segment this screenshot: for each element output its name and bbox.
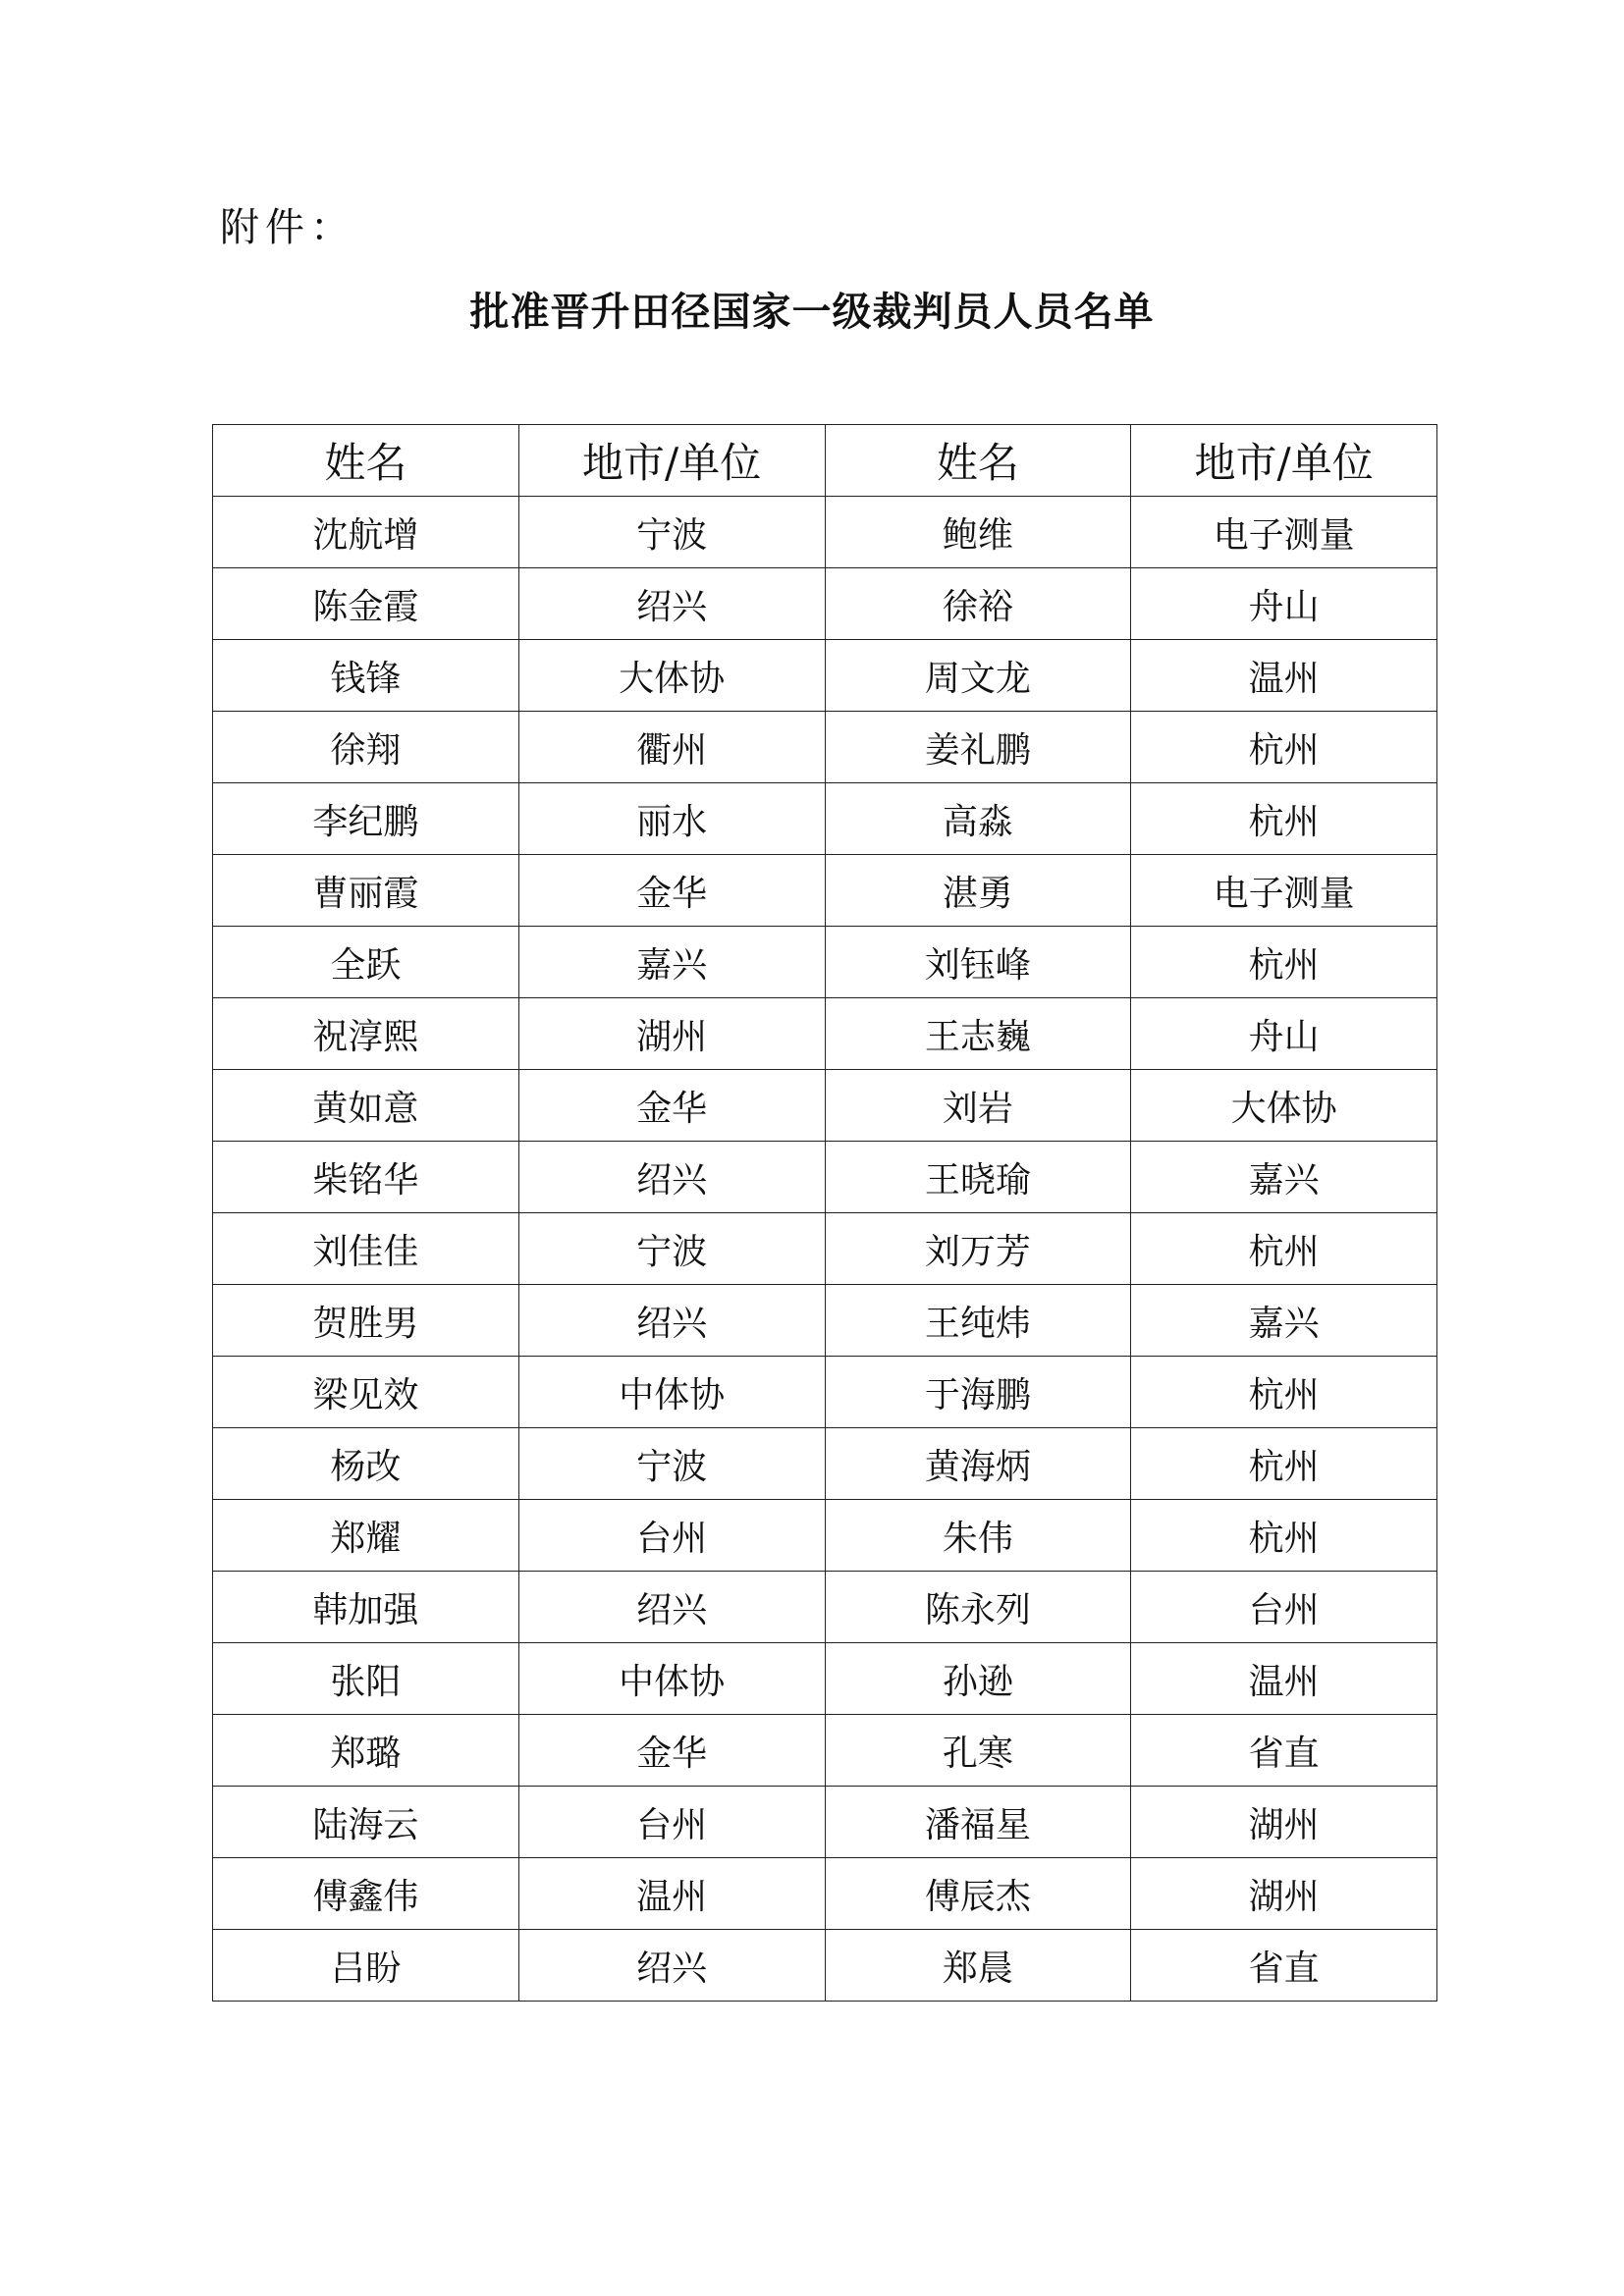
unit-left-cell: 金华 [518,1070,825,1142]
unit-right-cell: 杭州 [1131,1428,1437,1500]
name-left-cell: 贺胜男 [213,1285,519,1357]
name-right-cell: 王晓瑜 [825,1142,1131,1213]
name-right-cell: 王纯炜 [825,1285,1131,1357]
unit-right-cell: 杭州 [1131,783,1437,855]
unit-right-cell: 台州 [1131,1572,1437,1643]
name-right-cell: 朱伟 [825,1500,1131,1572]
name-left-cell: 傅鑫伟 [213,1858,519,1930]
name-right-cell: 周文龙 [825,640,1131,712]
table-row [213,1428,1437,1500]
name-right-cell: 刘岩 [825,1070,1131,1142]
unit-right-cell: 温州 [1131,640,1437,712]
unit-right-cell: 嘉兴 [1131,1142,1437,1213]
table-row [213,1213,1437,1285]
unit-right-cell: 杭州 [1131,1357,1437,1428]
unit-right-cell: 温州 [1131,1643,1437,1715]
name-right-cell: 徐裕 [825,568,1131,640]
unit-left-cell: 宁波 [518,1428,825,1500]
name-right-cell: 姜礼鹏 [825,712,1131,783]
unit-left-cell: 绍兴 [518,1285,825,1357]
name-right-cell: 孔寒 [825,1715,1131,1787]
unit-left-cell: 台州 [518,1787,825,1858]
unit-left-cell: 大体协 [518,640,825,712]
unit-right-cell: 舟山 [1131,998,1437,1070]
table-row [213,927,1437,998]
name-left-cell: 陈金霞 [213,568,519,640]
unit-left-cell: 绍兴 [518,568,825,640]
name-right-cell: 傅辰杰 [825,1858,1131,1930]
table-row [213,1070,1437,1142]
name-left-cell: 钱锋 [213,640,519,712]
name-left-cell: 柴铭华 [213,1142,519,1213]
unit-left-cell: 丽水 [518,783,825,855]
table-row [213,497,1437,568]
unit-left-cell: 宁波 [518,497,825,568]
table-row [213,1787,1437,1858]
table-row [213,712,1437,783]
name-right-cell: 刘钰峰 [825,927,1131,998]
name-right-cell: 鲍维 [825,497,1131,568]
name-right-cell: 于海鹏 [825,1357,1131,1428]
header-name-right: 姓名 [825,425,1131,497]
attachment-label: 附件： [220,205,355,250]
unit-left-cell: 绍兴 [518,1930,825,2002]
table-row [213,998,1437,1070]
name-left-cell: 梁见效 [213,1357,519,1428]
table-header-row [213,425,1437,497]
unit-right-cell: 电子测量 [1131,855,1437,927]
header-unit-right: 地市/单位 [1131,425,1437,497]
referee-roster-table [212,424,1437,2002]
name-left-cell: 徐翔 [213,712,519,783]
table-body [213,497,1437,2002]
unit-right-cell: 省直 [1131,1715,1437,1787]
name-right-cell: 王志巍 [825,998,1131,1070]
table-row [213,1572,1437,1643]
unit-left-cell: 金华 [518,1715,825,1787]
table-row [213,1500,1437,1572]
unit-left-cell: 嘉兴 [518,927,825,998]
document-title: 批准晋升田径国家一级裁判员人员名单 [469,290,1155,335]
unit-left-cell: 金华 [518,855,825,927]
table-row [213,640,1437,712]
name-right-cell: 黄海炳 [825,1428,1131,1500]
name-right-cell: 陈永列 [825,1572,1131,1643]
name-left-cell: 韩加强 [213,1572,519,1643]
name-left-cell: 郑耀 [213,1500,519,1572]
table-row [213,855,1437,927]
name-left-cell: 吕盼 [213,1930,519,2002]
unit-left-cell: 湖州 [518,998,825,1070]
table-row [213,1643,1437,1715]
header-name-left: 姓名 [213,425,519,497]
unit-left-cell: 衢州 [518,712,825,783]
table-row [213,1858,1437,1930]
name-left-cell: 刘佳佳 [213,1213,519,1285]
name-left-cell: 沈航增 [213,497,519,568]
name-right-cell: 高淼 [825,783,1131,855]
name-right-cell: 郑晨 [825,1930,1131,2002]
table-row [213,1357,1437,1428]
name-left-cell: 杨改 [213,1428,519,1500]
unit-right-cell: 舟山 [1131,568,1437,640]
table-row [213,568,1437,640]
unit-left-cell: 绍兴 [518,1142,825,1213]
table-row [213,1715,1437,1787]
table-row [213,1930,1437,2002]
name-left-cell: 祝淳熙 [213,998,519,1070]
name-left-cell: 郑璐 [213,1715,519,1787]
table-row [213,783,1437,855]
name-right-cell: 刘万芳 [825,1213,1131,1285]
name-left-cell: 曹丽霞 [213,855,519,927]
unit-right-cell: 杭州 [1131,1213,1437,1285]
name-right-cell: 潘福星 [825,1787,1131,1858]
unit-right-cell: 省直 [1131,1930,1437,2002]
unit-right-cell: 湖州 [1131,1787,1437,1858]
name-left-cell: 陆海云 [213,1787,519,1858]
unit-left-cell: 宁波 [518,1213,825,1285]
unit-left-cell: 中体协 [518,1357,825,1428]
unit-right-cell: 电子测量 [1131,497,1437,568]
name-right-cell: 湛勇 [825,855,1131,927]
unit-left-cell: 绍兴 [518,1572,825,1643]
header-unit-left: 地市/单位 [518,425,825,497]
unit-left-cell: 温州 [518,1858,825,1930]
name-left-cell: 李纪鹏 [213,783,519,855]
unit-right-cell: 杭州 [1131,712,1437,783]
name-left-cell: 全跃 [213,927,519,998]
name-left-cell: 张阳 [213,1643,519,1715]
table-row [213,1285,1437,1357]
unit-right-cell: 湖州 [1131,1858,1437,1930]
unit-left-cell: 台州 [518,1500,825,1572]
name-right-cell: 孙逊 [825,1643,1131,1715]
unit-left-cell: 中体协 [518,1643,825,1715]
name-left-cell: 黄如意 [213,1070,519,1142]
unit-right-cell: 杭州 [1131,1500,1437,1572]
unit-right-cell: 大体协 [1131,1070,1437,1142]
unit-right-cell: 杭州 [1131,927,1437,998]
unit-right-cell: 嘉兴 [1131,1285,1437,1357]
table-row [213,1142,1437,1213]
